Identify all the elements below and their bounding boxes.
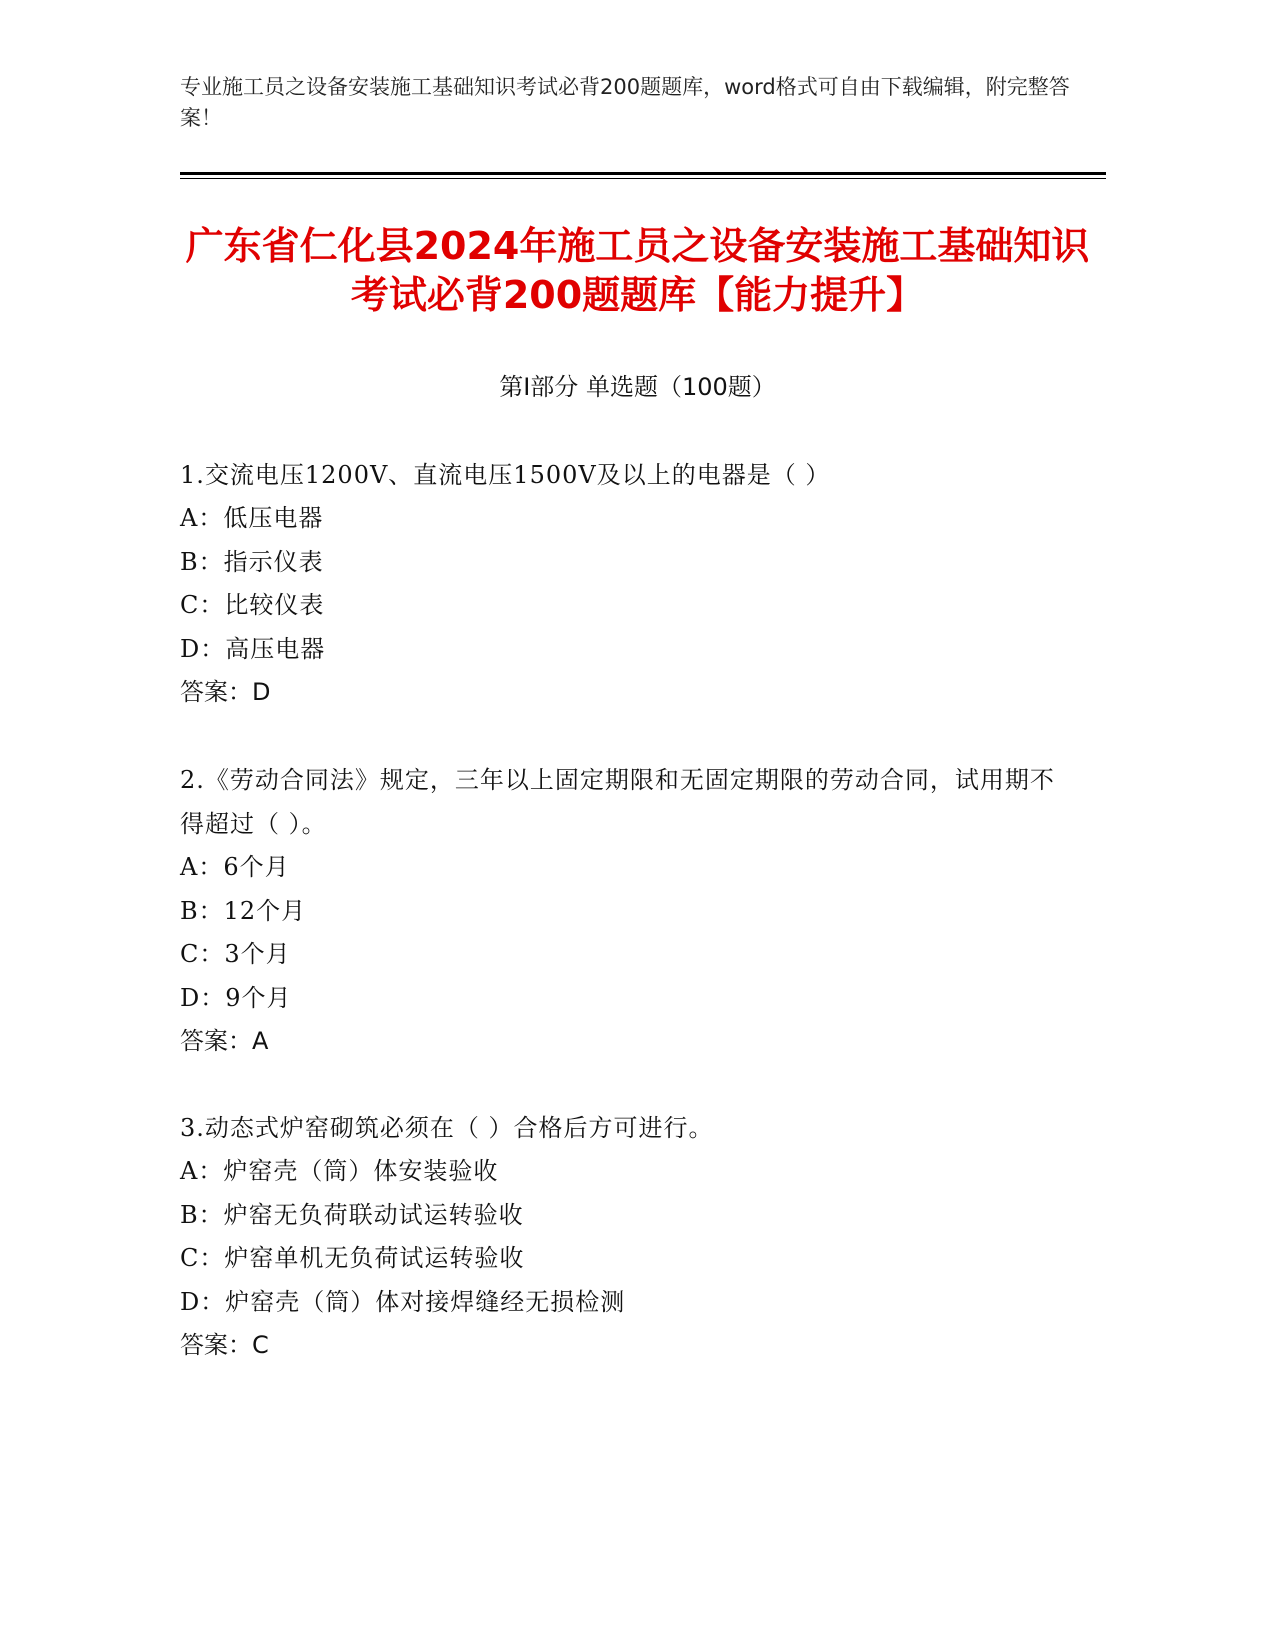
option-d: D：炉窑壳（筒）体对接焊缝经无损检测: [180, 1287, 626, 1316]
option-c: C：炉窑单机无负荷试运转验收: [180, 1244, 525, 1273]
option-c: C：3个月: [180, 940, 291, 969]
question-text: 2.《劳动合同法》规定，三年以上固定期限和无固定期限的劳动合同，试用期不得超过（ ）。: [180, 766, 1055, 838]
option-a: A：炉窑壳（筒）体安装验收: [180, 1157, 499, 1185]
question-2: [180, 758, 1060, 1064]
question-1: [180, 453, 1060, 715]
answer: 答案：A: [180, 1027, 269, 1056]
section-title: 第I部分 单选题（100题）: [499, 373, 776, 401]
question-3: [180, 1106, 1060, 1368]
question-text: 3.动态式炉窑砌筑必须在（ ）合格后方可进行。: [180, 1114, 714, 1142]
option-d: D：9个月: [180, 983, 292, 1012]
option-a: A：低压电器: [180, 504, 324, 532]
option-b: B：炉窑无负荷联动试运转验收: [180, 1200, 524, 1229]
answer: 答案：D: [180, 678, 271, 707]
option-b: B：指示仪表: [180, 547, 324, 576]
header-rule-thin: [180, 178, 1106, 179]
option-b: B：12个月: [180, 896, 307, 925]
option-d: D：高压电器: [180, 634, 326, 663]
question-text: 1.交流电压1200V、直流电压1500V及以上的电器是（ ）: [180, 461, 831, 489]
header-note: 专业施工员之设备安装施工基础知识考试必背200题题库，word格式可自由下载编辑，附完整答案！: [180, 75, 1070, 130]
header-rule-thick: [180, 172, 1106, 175]
option-c: C：比较仪表: [180, 591, 325, 620]
option-a: A：6个月: [180, 853, 290, 881]
document-title: 广东省仁化县2024年施工员之设备安装施工基础知识考试必背200题题库【能力提升】: [185, 224, 1090, 317]
answer: 答案：C: [180, 1331, 269, 1360]
